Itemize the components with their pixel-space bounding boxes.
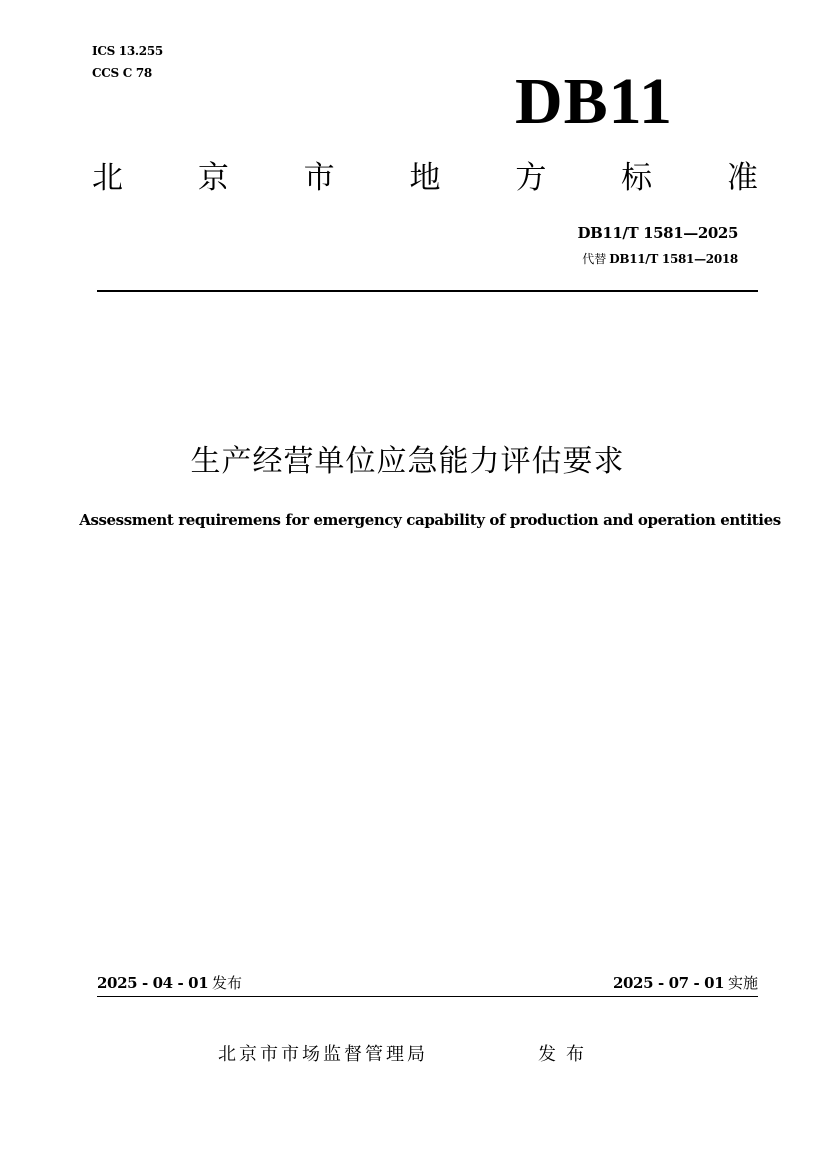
implement-label: 实施 bbox=[727, 974, 758, 992]
db11-logo: DB11 bbox=[515, 65, 674, 138]
title-chinese: 生产经营单位应急能力评估要求 bbox=[190, 444, 625, 479]
implement-date-line bbox=[613, 972, 758, 995]
replaces-label: 代替 bbox=[582, 252, 607, 266]
standard-number: DB11/T 1581—2025 bbox=[577, 224, 738, 242]
standard-type-heading bbox=[92, 158, 758, 198]
publish-label: 发布 bbox=[212, 974, 243, 992]
replaces-line bbox=[582, 250, 738, 268]
standard-type-char: 方 bbox=[515, 160, 547, 196]
standard-type-char: 地 bbox=[409, 160, 441, 196]
implement-date: 2025 - 07 - 01 bbox=[612, 974, 725, 992]
ics-code: ICS 13.255 bbox=[92, 44, 163, 58]
standard-type-char: 京 bbox=[197, 160, 229, 196]
publish-date-line bbox=[97, 972, 242, 995]
issued-label: 发布 bbox=[538, 1044, 594, 1065]
classification-codes bbox=[92, 40, 163, 84]
issuing-authority: 北京市市场监督管理局 bbox=[218, 1044, 428, 1065]
standard-type-char: 准 bbox=[726, 160, 758, 196]
ccs-code: CCS C 78 bbox=[92, 66, 152, 80]
publish-date: 2025 - 04 - 01 bbox=[97, 974, 209, 992]
replaces-number: DB11/T 1581—2018 bbox=[609, 252, 738, 266]
top-divider bbox=[97, 290, 758, 292]
standard-type-char: 北 bbox=[92, 160, 123, 196]
standard-type-char: 市 bbox=[303, 160, 335, 196]
title-english: Assessment requiremens for emergency capability of production and operation entities bbox=[79, 511, 781, 529]
bottom-divider bbox=[97, 996, 758, 997]
standard-type-char: 标 bbox=[621, 160, 653, 196]
